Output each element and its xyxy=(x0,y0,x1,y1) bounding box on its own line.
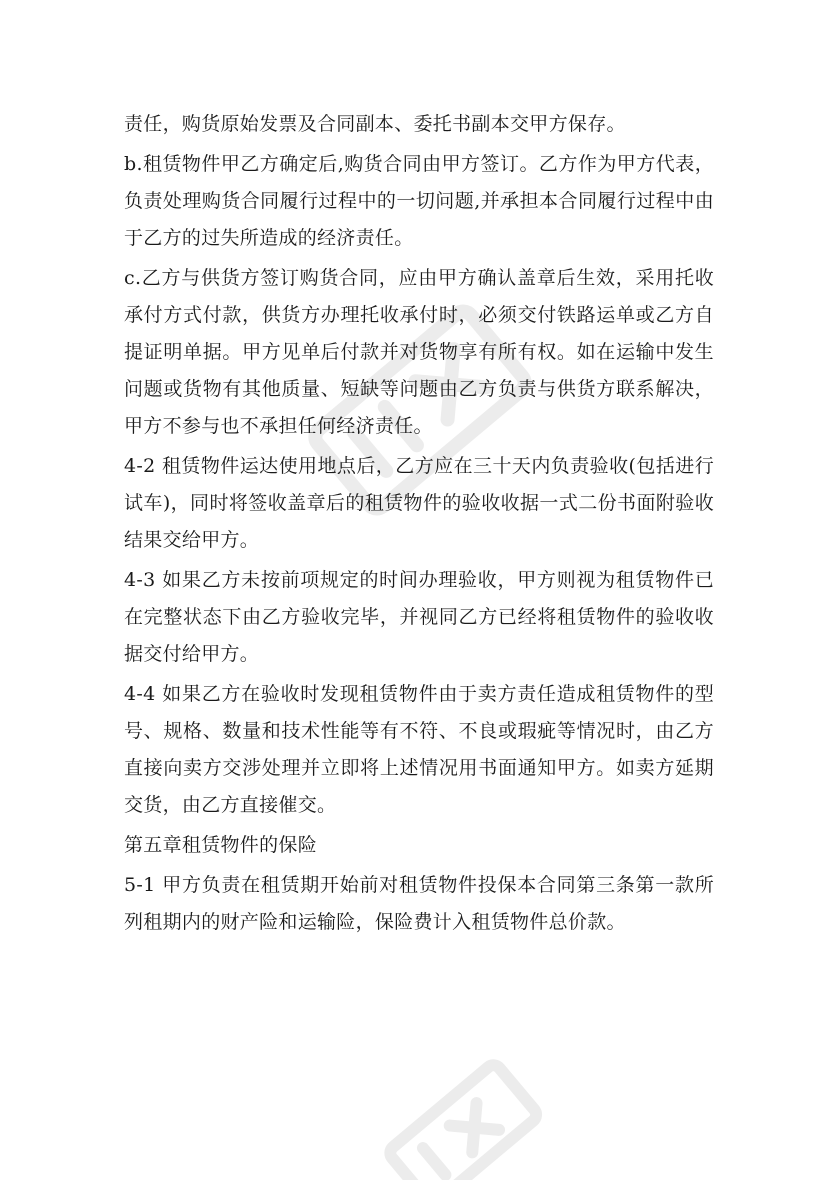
document-body xyxy=(124,106,714,941)
paragraph-clause-4-4: 4-4 如果乙方在验收时发现租赁物件由于卖方责任造成租赁物件的型号、规格、数量和技术性能等有不符、不良或瑕疵等情况时，由乙方直接向卖方交涉处理并立即将上述情况用书面通知甲方。如卖方延期交货，由乙方直接催交。 xyxy=(124,683,714,816)
paragraph-clause-4-2: 4-2 租赁物件运达使用地点后，乙方应在三十天内负责验收(包括进行试车)，同时将签收盖章后的租赁物件的验收收据一式二份书面附验收结果交给甲方。 xyxy=(124,455,714,551)
chapter-heading-5: 第五章租赁物件的保险 xyxy=(124,834,318,856)
watermark-logo-bottom xyxy=(360,1040,560,1180)
paragraph-clause-c: c.乙方与供货方签订购货合同，应由甲方确认盖章后生效，采用托收承付方式付款，供货方办理托收承付时，必须交付铁路运单或乙方自提证明单据。甲方见单后付款并对货物享有所有权。如在运输中发生问题或货物有其他质量、短缺等问题由乙方负责与供货方联系解决，甲方不参与也不承担任何经济责任。 xyxy=(124,267,714,437)
paragraph-clause-b: b.租赁物件甲乙方确定后,购货合同由甲方签订。乙方作为甲方代表，负责处理购货合同履行过程中的一切问题,并承担本合同履行过程中由于乙方的过失所造成的经济责任。 xyxy=(124,153,714,249)
paragraph-clause-5-1: 5-1 甲方负责在租赁期开始前对租赁物件投保本合同第三条第一款所列租期内的财产险和运输险，保险费计入租赁物件总价款。 xyxy=(124,874,714,933)
paragraph-responsibility-continued: 责任，购货原始发票及合同副本、委托书副本交甲方保存。 xyxy=(124,113,626,135)
paragraph-clause-4-3: 4-3 如果乙方未按前项规定的时间办理验收，甲方则视为租赁物件已在完整状态下由乙方验收完毕，并视同乙方已经将租赁物件的验收收据交付给甲方。 xyxy=(124,569,714,665)
